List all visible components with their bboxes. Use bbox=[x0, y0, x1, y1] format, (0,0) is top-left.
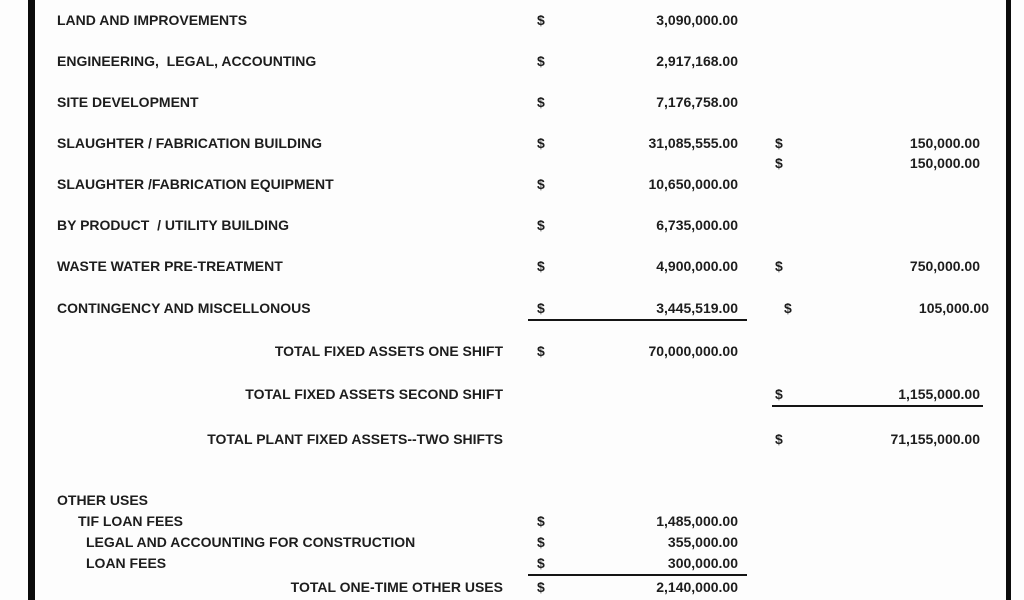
table-row-by-product-utility-building bbox=[0, 217, 1006, 233]
currency-symbol: $ bbox=[537, 53, 545, 69]
currency-symbol: $ bbox=[775, 258, 783, 274]
table-row-engineering-legal-accounting bbox=[0, 53, 1006, 69]
table-row-tif-loan-fees bbox=[0, 513, 1006, 529]
row-label: LEGAL AND ACCOUNTING FOR CONSTRUCTION bbox=[86, 534, 416, 550]
row-label: LOAN FEES bbox=[86, 555, 167, 571]
currency-symbol: $ bbox=[537, 176, 545, 192]
table-row-contingency-and-miscellonous bbox=[0, 300, 1006, 321]
currency-symbol: $ bbox=[537, 94, 545, 110]
one-shift-amount: 4,900,000.00 bbox=[656, 258, 738, 274]
one-shift-amount: 355,000.00 bbox=[667, 534, 738, 550]
row-label: LAND AND IMPROVEMENTS bbox=[57, 12, 248, 28]
second-shift-amount: 750,000.00 bbox=[909, 258, 980, 274]
currency-symbol: $ bbox=[537, 217, 545, 233]
currency-symbol: $ bbox=[537, 534, 545, 550]
one-shift-amount: 3,090,000.00 bbox=[656, 12, 738, 28]
currency-symbol: $ bbox=[537, 343, 545, 359]
row-label: SLAUGHTER /FABRICATION EQUIPMENT bbox=[57, 176, 334, 192]
table-row-legal-and-accounting-for-construction bbox=[0, 534, 1006, 550]
second-shift-amount: 71,155,000.00 bbox=[890, 431, 980, 447]
one-shift-amount: 6,735,000.00 bbox=[656, 217, 738, 233]
row-label: WASTE WATER PRE-TREATMENT bbox=[57, 258, 283, 274]
currency-symbol: $ bbox=[775, 135, 783, 151]
currency-symbol: $ bbox=[537, 579, 545, 595]
subtotal-underline-group bbox=[772, 386, 983, 407]
currency-symbol: $ bbox=[784, 300, 792, 316]
currency-symbol: $ bbox=[775, 386, 783, 402]
table-row-total-plant-fixed-assets-two-shifts bbox=[0, 431, 1006, 447]
currency-symbol: $ bbox=[537, 135, 545, 151]
currency-symbol: $ bbox=[537, 513, 545, 529]
table-row-slaughter-fabrication-building bbox=[0, 135, 1006, 151]
total-row-label: TOTAL ONE-TIME OTHER USES bbox=[290, 579, 503, 595]
second-shift-amount: 105,000.00 bbox=[918, 300, 989, 316]
one-shift-amount: 1,485,000.00 bbox=[656, 513, 738, 529]
currency-symbol: $ bbox=[537, 300, 545, 316]
one-shift-amount: 2,140,000.00 bbox=[656, 579, 738, 595]
currency-symbol: $ bbox=[537, 12, 545, 28]
second-shift-amount: 1,155,000.00 bbox=[898, 386, 980, 402]
currency-symbol: $ bbox=[537, 555, 545, 571]
one-shift-amount: 31,085,555.00 bbox=[648, 135, 738, 151]
table-row-waste-water-pre-treatment bbox=[0, 258, 1006, 274]
table-row-slaughter-fabrication-equipment bbox=[0, 176, 1006, 192]
row-label: BY PRODUCT / UTILITY BUILDING bbox=[57, 217, 290, 233]
table-row-total-fixed-assets-one-shift bbox=[0, 343, 1006, 359]
row-label: SLAUGHTER / FABRICATION BUILDING bbox=[57, 135, 322, 151]
table-row-total-fixed-assets-second-shift bbox=[0, 386, 1006, 407]
currency-symbol: $ bbox=[775, 155, 783, 171]
table-row-second-shift-continuation bbox=[0, 155, 1006, 171]
row-label: SITE DEVELOPMENT bbox=[57, 94, 199, 110]
table-row-loan-fees bbox=[0, 555, 1006, 576]
one-shift-amount: 7,176,758.00 bbox=[656, 94, 738, 110]
one-shift-amount: 70,000,000.00 bbox=[648, 343, 738, 359]
second-shift-amount: 150,000.00 bbox=[909, 155, 980, 171]
total-row-label: TOTAL FIXED ASSETS SECOND SHIFT bbox=[245, 386, 503, 402]
section-header-other-uses bbox=[0, 492, 1006, 508]
currency-symbol: $ bbox=[775, 431, 783, 447]
row-label: CONTINGENCY AND MISCELLONOUS bbox=[57, 300, 311, 316]
row-label: ENGINEERING, LEGAL, ACCOUNTING bbox=[57, 53, 317, 69]
one-shift-amount: 3,445,519.00 bbox=[656, 300, 738, 316]
one-shift-amount: 10,650,000.00 bbox=[648, 176, 738, 192]
total-row-label: TOTAL PLANT FIXED ASSETS--TWO SHIFTS bbox=[207, 431, 503, 447]
table-row-site-development bbox=[0, 94, 1006, 110]
total-row-label: TOTAL FIXED ASSETS ONE SHIFT bbox=[274, 343, 503, 359]
section-label: OTHER USES bbox=[57, 492, 149, 508]
one-shift-amount: 300,000.00 bbox=[667, 555, 738, 571]
row-label: TIF LOAN FEES bbox=[78, 513, 183, 529]
one-shift-amount: 2,917,168.00 bbox=[656, 53, 738, 69]
subtotal-underline-group bbox=[528, 555, 747, 576]
right-border-rule bbox=[1006, 0, 1011, 600]
table-row-total-one-time-other-uses bbox=[0, 579, 1006, 595]
table-row-land-and-improvements bbox=[0, 12, 1006, 28]
second-shift-amount: 150,000.00 bbox=[909, 135, 980, 151]
subtotal-underline-group bbox=[528, 300, 747, 321]
currency-symbol: $ bbox=[537, 258, 545, 274]
